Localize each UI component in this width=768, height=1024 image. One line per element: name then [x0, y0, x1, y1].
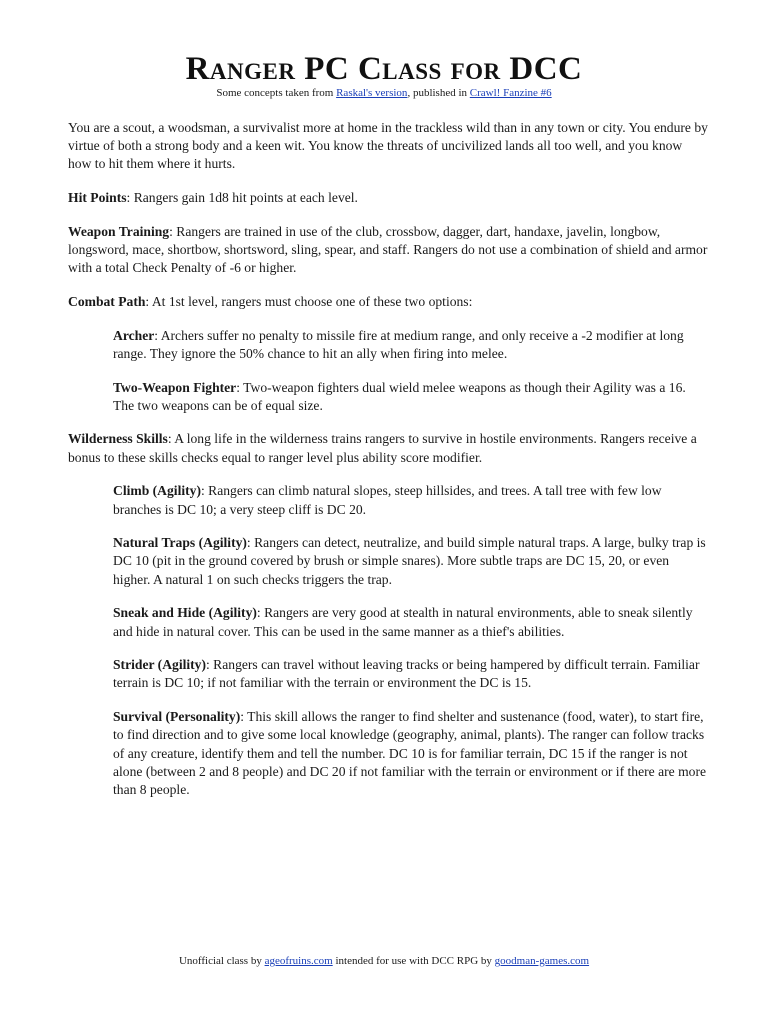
climb-text: : Rangers can climb natural slopes, steep hillsides, and trees. A tall tree with few low branches is DC 10; a very steep cliff is DC 20. — [113, 483, 662, 517]
sneak-label: Sneak and Hide (Agility) — [113, 605, 257, 621]
combat-path-label: Combat Path — [68, 293, 146, 309]
archer-label: Archer — [113, 327, 155, 343]
strider-label: Strider (Agility) — [113, 657, 206, 673]
archer-text: : Archers suffer no penalty to missile fire at medium range, and only receive a -2 modifier at long range. They ignore the 50% chance to hit an ally when firing into melee. — [113, 327, 684, 361]
combat-path-paragraph — [68, 293, 708, 311]
strider-paragraph — [113, 656, 708, 692]
intro-paragraph: You are a scout, a woodsman, a survivalist more at home in the trackless wild than in any town or city. You endure by virtue of both a strong body and a keen wit. You know the threats of uncivilized lands all too well, and you know how to hit them where it hurts. — [68, 120, 708, 172]
page-title: Ranger PC Class for DCC — [185, 51, 583, 87]
survival-text: : This skill allows the ranger to find shelter and sustenance (food, water), to start fire, to find direction and to give some local knowledge (geography, animal, plants). The ranger can follow tracks of any creature, identify them and tell the number. DC 10 is for familiar terrain, DC 15 if the ranger is not alone (between 2 and 8 people) and DC 20 if not familiar with the terrain or environment or if there are more than 8 people. — [113, 709, 707, 797]
wilderness-paragraph — [68, 430, 708, 466]
strider-text: : Rangers can travel without leaving tracks or being hampered by difficult terrain. Familiar terrain is DC 10; if not familiar with the terrain or environment the DC is 15. — [113, 657, 700, 691]
sneak-text: : Rangers are very good at stealth in natural environments, able to sneak silently and hide in natural cover. This can be used in the same manner as a thief's abilities. — [113, 605, 693, 639]
combat-path-text: : At 1st level, rangers must choose one of these two options: — [145, 293, 473, 309]
subtitle-prefix: Some concepts taken from — [216, 87, 337, 99]
climb-paragraph — [113, 482, 708, 518]
traps-label: Natural Traps (Agility) — [113, 535, 247, 551]
goodman-games-link[interactable]: goodman-games.com — [494, 955, 590, 967]
hit-points-label: Hit Points — [68, 190, 127, 206]
crawl-fanzine-link[interactable]: Crawl! Fanzine #6 — [469, 87, 552, 99]
footer-middle: intended for use with DCC RPG by — [332, 955, 495, 967]
wilderness-text: : A long life in the wilderness trains rangers to survive in hostile environments. Rangers receive a bonus to these skills checks equal to ranger level plus ability score modifier. — [68, 431, 697, 465]
footer-prefix: Unofficial class by — [178, 955, 265, 967]
survival-paragraph — [113, 708, 708, 799]
two-weapon-paragraph — [113, 379, 708, 415]
ageofruins-link[interactable]: ageofruins.com — [264, 955, 333, 967]
traps-text: : Rangers can detect, neutralize, and build simple natural traps. A large, bulky trap is DC 10 (pit in the ground covered by brush or simple snares). More subtle traps are DC 15, 20, or even higher. A natural 1 on such checks triggers the trap. — [113, 535, 706, 587]
sneak-paragraph — [113, 604, 708, 640]
weapon-training-text: : Rangers are trained in use of the club, crossbow, dagger, dart, handaxe, javelin, longbow, longsword, mace, shortbow, shortsword, sling, spear, and staff. Rangers do not use a combination of shield and armor with a total Check Penalty of -6 or higher. — [68, 223, 708, 276]
two-weapon-label: Two-Weapon Fighter — [113, 379, 237, 395]
document-body — [68, 119, 708, 815]
subtitle-middle: , published in — [407, 87, 470, 99]
raskal-version-link[interactable]: Raskal's version — [336, 87, 408, 99]
wilderness-label: Wilderness Skills — [68, 431, 168, 447]
subtitle — [0, 86, 768, 100]
weapon-training-label: Weapon Training — [68, 223, 170, 239]
footer — [0, 954, 768, 968]
hit-points-text: : Rangers gain 1d8 hit points at each level. — [126, 190, 358, 206]
archer-paragraph — [113, 327, 708, 363]
two-weapon-text: : Two-weapon fighters dual wield melee weapons as though their Agility was a 16. The two weapons can be of equal size. — [113, 379, 686, 413]
hit-points-paragraph — [68, 189, 708, 207]
traps-paragraph — [113, 534, 708, 589]
climb-label: Climb (Agility) — [113, 483, 201, 499]
survival-label: Survival (Personality) — [113, 709, 241, 725]
weapon-training-paragraph — [68, 223, 708, 278]
